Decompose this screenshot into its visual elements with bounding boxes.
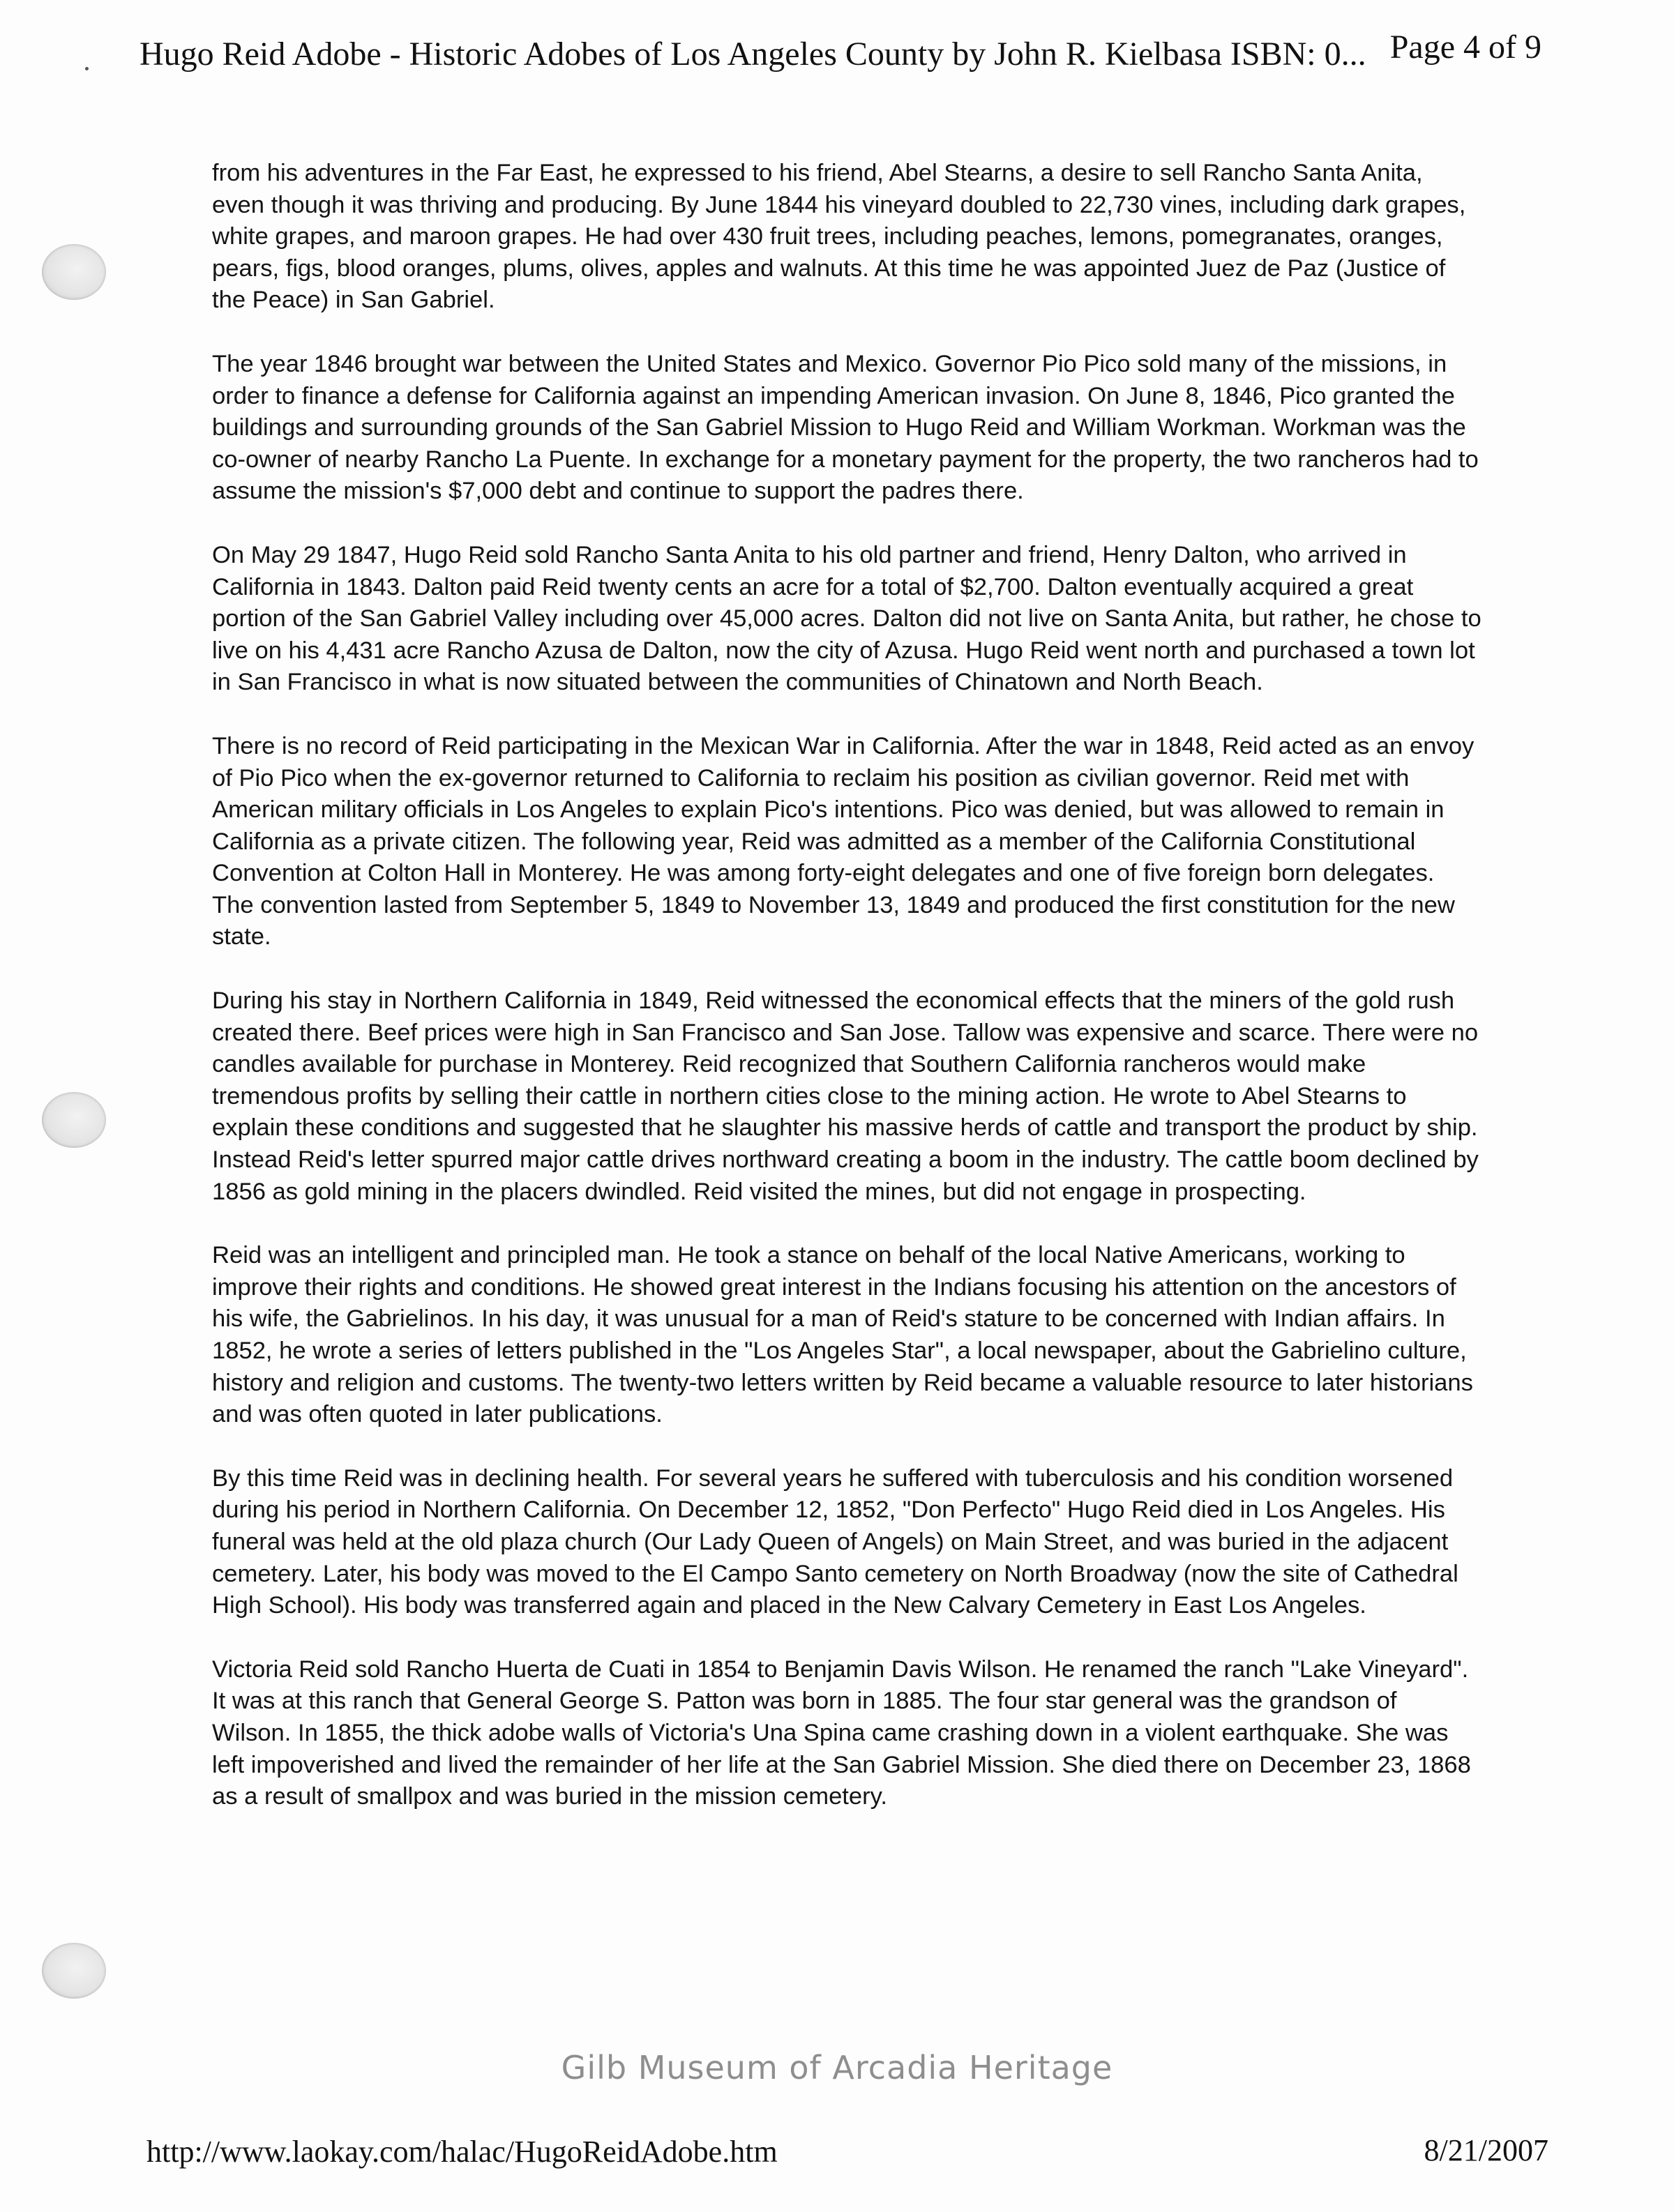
header-title: Hugo Reid Adobe - Historic Adobes of Los Angeles County by John R. Kielbasa ISBN: 0... xyxy=(140,36,1366,73)
paragraph-native-americans: Reid was an intelligent and principled man. He took a stance on behalf of the local Native Americans, working to improve their rights and conditions. He showed great interest in the Indians focusing his attention on the ancestors of his wife, the Gabrielinos. In his day, it was unusual for a man of Reid's stature to be concerned with Indian affairs. In 1852, he wrote a series of letters published in the "Los Angeles Star", a local newspaper, about the Gabrielino culture, history and religion and customs. The twenty-two letters written by Reid became a valuable resource to later historians and was often quoted in later publications. xyxy=(212,1242,1473,1428)
paragraph-sale-1847: On May 29 1847, Hugo Reid sold Rancho Santa Anita to his old partner and friend, Henry Dalton, who arrived in California in 1843. Dalton paid Reid twenty cents an acre for a total of $2,700. Dalton eventually acquired a great portion of the San Gabriel Valley including over 45,000 acres. Dalton did not live on Santa Anita, but rather, he chose to live on his 4,431 acre Rancho Azusa de Dalton, now the city of Azusa. Hugo Reid went north and purchased a town lot in San Francisco in what is now situated between the communities of Chinatown and North Beach. xyxy=(212,541,1481,696)
footer-date: 8/21/2007 xyxy=(1424,2133,1548,2167)
paragraph-victoria-reid: Victoria Reid sold Rancho Huerta de Cuati in 1854 to Benjamin Davis Wilson. He renamed the ranch "Lake Vineyard". It was at this ranch that General George S. Patton was born in 1885. The four star general was the grandson of Wilson. In 1855, the thick adobe walls of Victoria's Una Spina came crashing down in a violent earthquake. She was left impoverished and lived the remainder of her life at the San Gabriel Mission. She died there on December 23, 1868 as a result of smallpox and was buried in the mission cemetery. xyxy=(212,1656,1471,1810)
paragraph-mexican-war: There is no record of Reid participating in the Mexican War in California. After the war in 1848, Reid acted as an envoy of Pio Pico when the ex-governor returned to California to reclaim his position as civilian governor. Reid met with American military officials in Los Angeles to explain Pico's intentions. Pico was denied, but was allowed to remain in California as a private citizen. The following year, Reid was admitted as a member of the California Constitutional Convention at Colton Hall in Monterey. He was among forty-eight delegates and one of five foreign born delegates. The convention lasted from September 5, 1849 to November 13, 1849 and produced the first constitution for the new state. xyxy=(212,732,1475,950)
punch-hole-top xyxy=(42,244,106,300)
margin-mark xyxy=(85,67,89,70)
print-header xyxy=(140,28,1541,84)
paragraph-gold-rush: During his stay in Northern California in 1849, Reid witnessed the economical effects that the miners of the gold rush created there. Beef prices were high in San Francisco and San Jose. Tallow was expensive and scarce. There were no candles available for purchase in Monterey. Reid recognized that Southern California rancheros would make tremendous profits by selling their cattle in northern cities close to the mining action. He wrote to Abel Stearns to explain these conditions and suggested that he slaughter his massive herds of cattle and transport the product by ship. Instead Reid's letter spurred major cattle drives northward creating a boom in the industry. The cattle boom declined by 1856 as gold mining in the placers dwindled. Reid visited the mines, but did not engage in prospecting. xyxy=(212,987,1479,1205)
header-page-number: Page 4 of 9 xyxy=(1389,29,1541,66)
footer-url: http://www.laokay.com/halac/HugoReidAdobe.htm xyxy=(146,2135,778,2169)
article-body xyxy=(212,158,1481,1845)
paragraph-death: By this time Reid was in declining health. For several years he suffered with tuberculosis and his condition worsened during his period in Northern California. On December 12, 1852, "Don Perfecto" Hugo Reid died in Los Angeles. His funeral was held at the old plaza church (Our Lady Queen of Angels) on Main Street, and was buried in the adjacent cemetery. Later, his body was moved to the El Campo Santo cemetery on North Broadway (now the site of Cathedral High School). His body was transferred again and placed in the New Calvary Cemetery in East Los Angeles. xyxy=(212,1464,1458,1619)
punch-hole-bottom xyxy=(42,1943,106,1999)
punch-hole-middle xyxy=(42,1092,106,1148)
paragraph-war-1846: The year 1846 brought war between the United States and Mexico. Governor Pio Pico sold many of the missions, in order to finance a defense for California against an impending American invasion. On June 8, 1846, Pico granted the buildings and surrounding grounds of the San Gabriel Mission to Hugo Reid and William Workman. Workman was the co-owner of nearby Rancho La Puente. In exchange for a monetary payment for the property, the two rancheros had to assume the mission's $7,000 debt and continue to support the padres there. xyxy=(212,350,1479,505)
museum-watermark: Gilb Museum of Arcadia Heritage xyxy=(561,2049,1113,2086)
paragraph-far-east: from his adventures in the Far East, he expressed to his friend, Abel Stearns, a desire to sell Rancho Santa Anita, even though it was thriving and producing. By June 1844 his vineyard doubled to 22,730 vines, including dark grapes, white grapes, and maroon grapes. He had over 430 fruit trees, including peaches, lemons, pomegranates, oranges, pears, figs, blood oranges, plums, olives, apples and walnuts. At this time he was appointed Juez de Paz (Justice of the Peace) in San Gabriel. xyxy=(212,160,1466,314)
